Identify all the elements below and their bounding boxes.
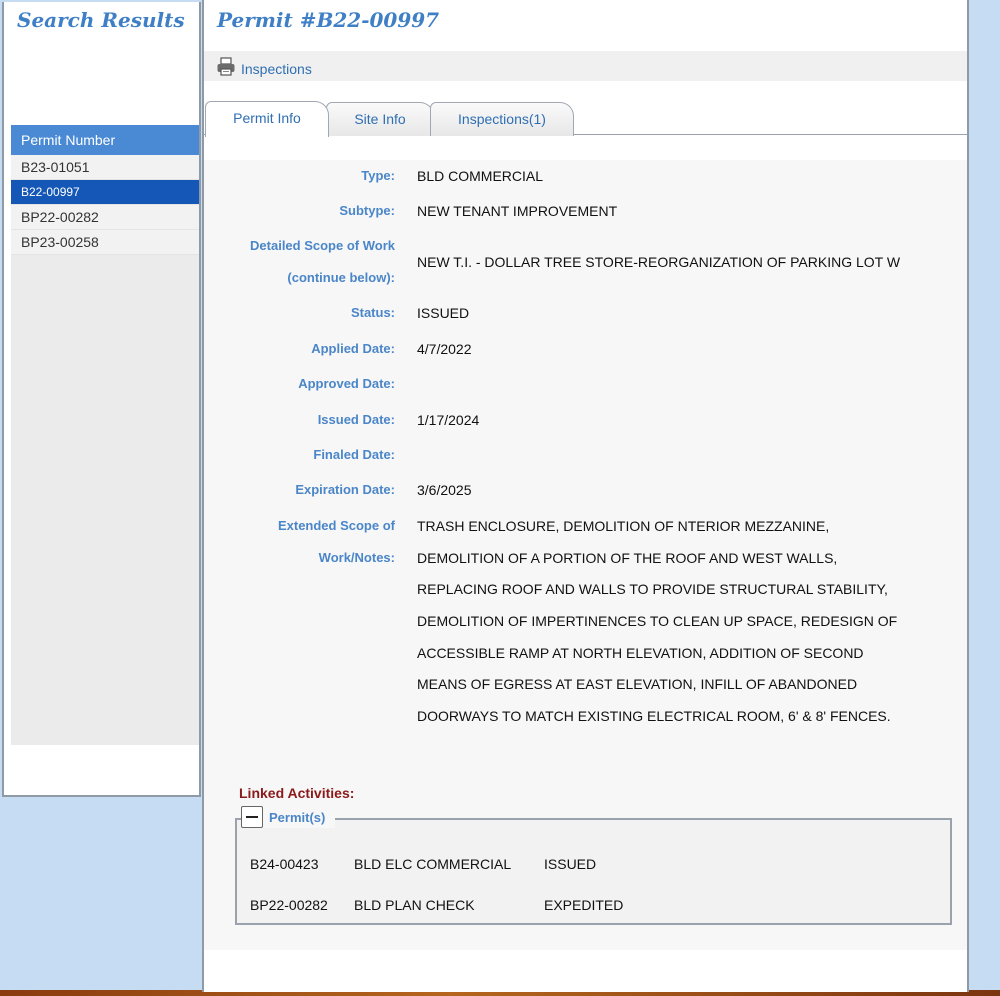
tab-site-info[interactable]: Site Info: [326, 102, 434, 136]
extended-scope-line: DOORWAYS TO MATCH EXISTING ELECTRICAL ROOM, 6' & 8' FENCES.: [417, 708, 891, 724]
linked-permits-group: [235, 809, 952, 925]
extended-scope-line: DEMOLITION OF IMPERTINENCES TO CLEAN UP SPACE, REDESIGN OF: [417, 613, 898, 629]
subtype-label: Subtype:: [339, 203, 395, 218]
linked-activities-title: Linked Activities:: [239, 785, 355, 801]
type-label: Type:: [361, 168, 395, 183]
linked-permit-type: BLD PLAN CHECK: [354, 897, 475, 913]
tab-bar: [204, 100, 967, 135]
result-row-selected[interactable]: B22-00997: [11, 180, 199, 205]
linked-permit-type: BLD ELC COMMERCIAL: [354, 856, 512, 872]
print-inspections-button[interactable]: [216, 57, 312, 77]
linked-permit-number[interactable]: B24-00423: [250, 856, 319, 872]
result-row[interactable]: BP22-00282: [11, 205, 199, 230]
tab-inspections[interactable]: Inspections(1): [430, 102, 574, 136]
printer-icon: [216, 57, 236, 77]
extended-scope-label-continued: Work/Notes:: [318, 550, 395, 565]
permit-detail-panel: [202, 0, 969, 992]
scope-label: Detailed Scope of Work: [250, 238, 395, 253]
approved-date-label: Approved Date:: [298, 376, 395, 391]
linked-permit-status: EXPEDITED: [544, 897, 624, 913]
search-results-panel: [2, 2, 201, 797]
finaled-date-label: Finaled Date:: [313, 447, 395, 462]
results-header-permit-number[interactable]: Permit Number: [11, 125, 199, 155]
applied-date-value: 4/7/2022: [417, 341, 472, 357]
results-list: [11, 125, 199, 745]
expiration-date-label: Expiration Date:: [295, 482, 395, 497]
extended-scope-line: MEANS OF EGRESS AT EAST ELEVATION, INFILL OF ABANDONED: [417, 676, 858, 692]
status-value: ISSUED: [417, 305, 470, 321]
result-row[interactable]: BP23-00258: [11, 230, 199, 255]
search-results-title: Search Results: [17, 8, 185, 32]
extended-scope-line: DEMOLITION OF A PORTION OF THE ROOF AND WEST WALLS,: [417, 550, 838, 566]
permit-title: Permit #B22-00997: [217, 8, 440, 32]
permits-group-label: Permit(s): [269, 809, 326, 825]
extended-scope-line: ACCESSIBLE RAMP AT NORTH ELEVATION, ADDITION OF SECOND: [417, 645, 864, 661]
extended-scope-label: Extended Scope of: [277, 518, 395, 533]
type-value: BLD COMMERCIAL: [417, 168, 544, 184]
collapse-minus-icon[interactable]: [241, 806, 263, 828]
linked-permit-number[interactable]: BP22-00282: [250, 897, 328, 913]
status-label: Status:: [350, 305, 395, 320]
extended-scope-line: REPLACING ROOF AND WALLS TO PROVIDE STRUCTURAL STABILITY,: [417, 581, 888, 597]
toolbar: [204, 51, 967, 81]
applied-date-label: Applied Date:: [311, 341, 395, 356]
inspections-link-label: Inspections: [241, 61, 312, 77]
scope-label-continued: (continue below):: [287, 270, 395, 285]
result-row[interactable]: B23-01051: [11, 155, 199, 180]
tab-permit-info[interactable]: Permit Info: [205, 101, 329, 137]
extended-scope-line: TRASH ENCLOSURE, DEMOLITION OF NTERIOR MEZZANINE,: [417, 518, 830, 534]
expiration-date-value: 3/6/2025: [417, 482, 472, 498]
issued-date-value: 1/17/2024: [417, 412, 480, 428]
subtype-value: NEW TENANT IMPROVEMENT: [417, 203, 618, 219]
scope-value: NEW T.I. - DOLLAR TREE STORE-REORGANIZATION OF PARKING LOT W: [417, 254, 901, 270]
issued-date-label: Issued Date:: [317, 412, 395, 427]
linked-permit-status: ISSUED: [544, 856, 597, 872]
linked-permits-legend: [241, 806, 335, 828]
